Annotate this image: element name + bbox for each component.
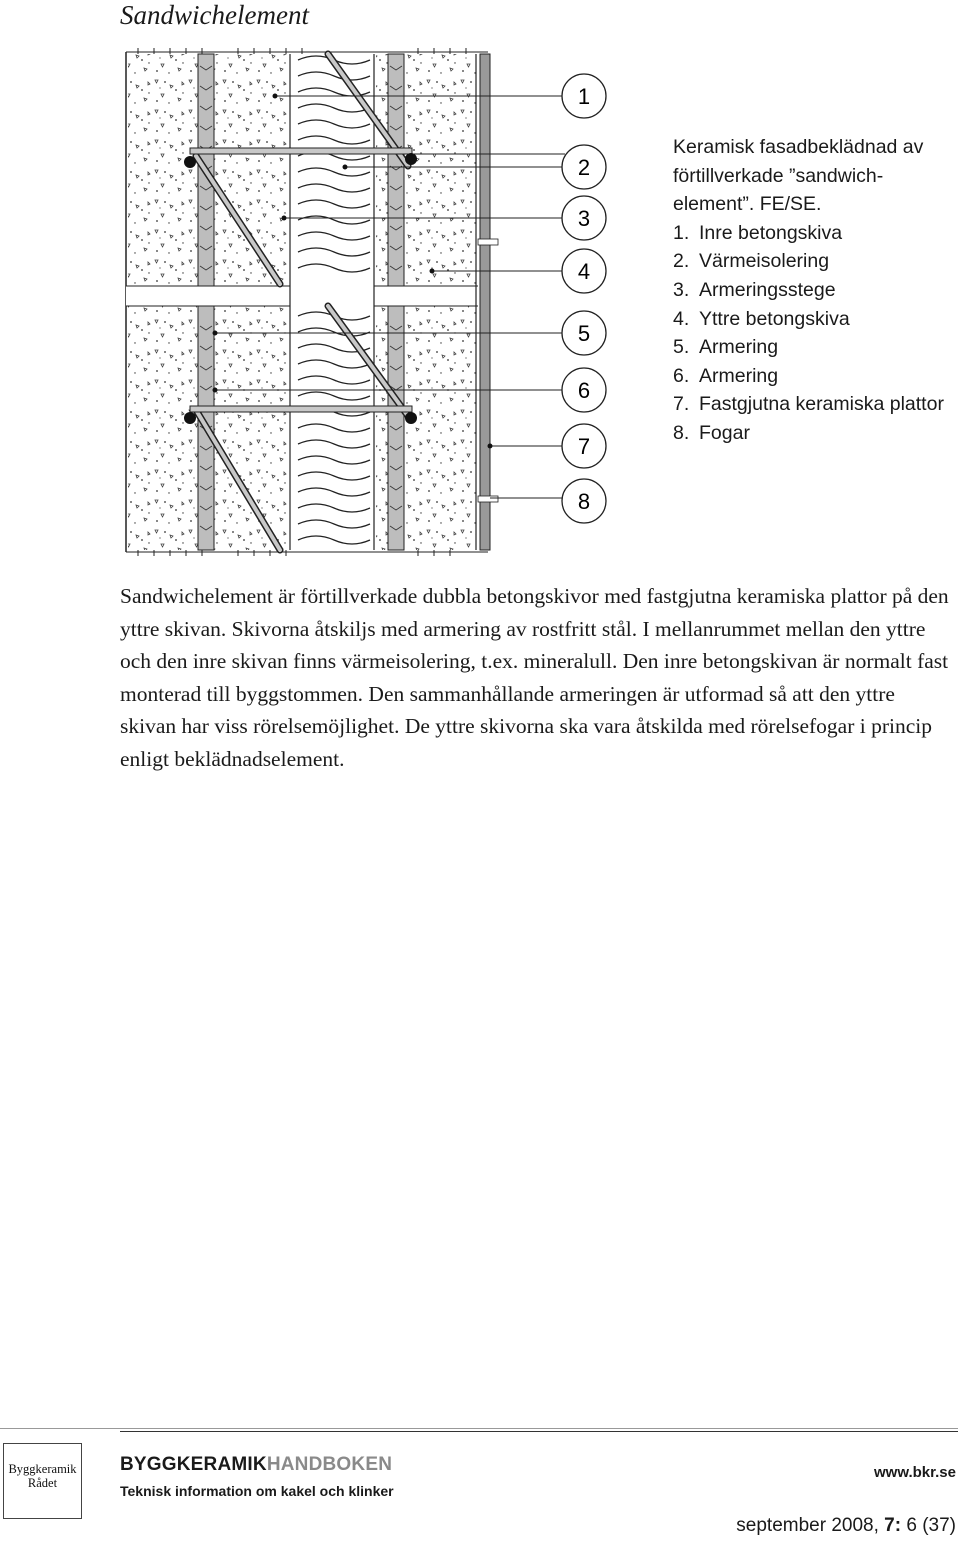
svg-text:3: 3 (577, 206, 591, 231)
page-info (736, 1515, 956, 1537)
callout-7 (562, 424, 606, 468)
svg-text:6: 6 (577, 378, 591, 403)
legend-item (673, 276, 958, 305)
callout-8 (562, 479, 606, 523)
legend-item-number: 6. (673, 364, 690, 387)
legend-item-label: Värmeisolering (699, 250, 830, 273)
sandwich-element-drawing (118, 46, 618, 558)
publication-date: september 2008, (736, 1515, 879, 1536)
handbook-subtitle: Teknisk information om kakel och klinker (120, 1483, 394, 1499)
page-number: 6 (37) (906, 1515, 956, 1536)
footer-divider (120, 1431, 958, 1432)
legend-caption-line: Keramisk fasadbeklädnad av (673, 136, 924, 158)
logo-text-line: Rådet (27, 1476, 58, 1490)
legend-list (673, 219, 958, 448)
chapter-number: 7: (884, 1515, 902, 1536)
callout-2 (562, 145, 606, 189)
callout-6 (562, 368, 606, 412)
byggkeramikradet-logo (3, 1443, 82, 1519)
svg-text:5: 5 (577, 321, 591, 346)
legend-item-number: 5. (673, 336, 690, 359)
legend-item-label: Armeringsstege (699, 278, 836, 301)
brand-part-1: BYGGKERAMIK (120, 1454, 267, 1475)
legend-item-label: Inre betongskiva (699, 221, 843, 244)
legend-item-number: 3. (673, 278, 690, 301)
callout-5 (562, 311, 606, 355)
legend-item-label: Armering (699, 364, 779, 387)
body-paragraph: Sandwichelement är förtillverkade dubbla betongskivor med fastgjutna keramiska plattor på den yttre skivan. Skivorna åtskiljs med armering av rostfritt stål. I mellanrummet mellan den yttre och den inre skivan finns värmeisolering, t.ex. mineralull. Den inre betongskivan är normalt fast monterad till byggstommen. Den sammanhållande armeringen är utformad så att den yttre skivan har viss rörelsemöjlighet. De yttre skivorna ska vara åtskilda med rörelsefogar i princip enligt beklädnadselement. (120, 584, 949, 771)
website-link[interactable]: www.bkr.se (874, 1464, 956, 1481)
svg-text:8: 8 (577, 489, 591, 514)
legend-item (673, 362, 958, 391)
legend-item-number: 4. (673, 307, 690, 330)
svg-text:4: 4 (577, 259, 591, 284)
legend-item-label: Fogar (699, 421, 750, 444)
legend-item (673, 333, 958, 362)
callouts (562, 74, 606, 523)
legend-item-number: 1. (673, 221, 690, 244)
legend-item-label: Yttre betongskiva (699, 307, 850, 330)
legend-item (673, 305, 958, 334)
svg-text:1: 1 (577, 84, 591, 109)
brand-part-2: HANDBOKEN (266, 1454, 393, 1475)
legend-item-number: 7. (673, 393, 690, 416)
logo-text-line: Byggkeramik (8, 1462, 77, 1476)
callout-1 (562, 74, 606, 118)
svg-text:7: 7 (577, 434, 591, 459)
svg-text:2: 2 (577, 155, 591, 180)
callout-3 (562, 196, 606, 240)
legend-caption-line: element”. FE/SE. (673, 193, 822, 216)
legend-item-label: Armering (699, 336, 779, 359)
legend-caption-line: förtillverkade ”sandwich- (673, 164, 884, 187)
legend-item-label: Fastgjutna keramiska plattor (699, 393, 944, 416)
legend-item (673, 219, 958, 248)
handbook-brand (120, 1454, 392, 1476)
page-title: Sandwichelement (120, 0, 309, 30)
legend-item (673, 247, 958, 276)
legend-item (673, 390, 958, 419)
legend-item-number: 8. (673, 421, 690, 444)
legend-item (673, 419, 958, 448)
figure-legend (673, 133, 958, 448)
callout-4 (562, 249, 606, 293)
footer-divider (0, 1428, 958, 1429)
legend-item-number: 2. (673, 250, 690, 273)
